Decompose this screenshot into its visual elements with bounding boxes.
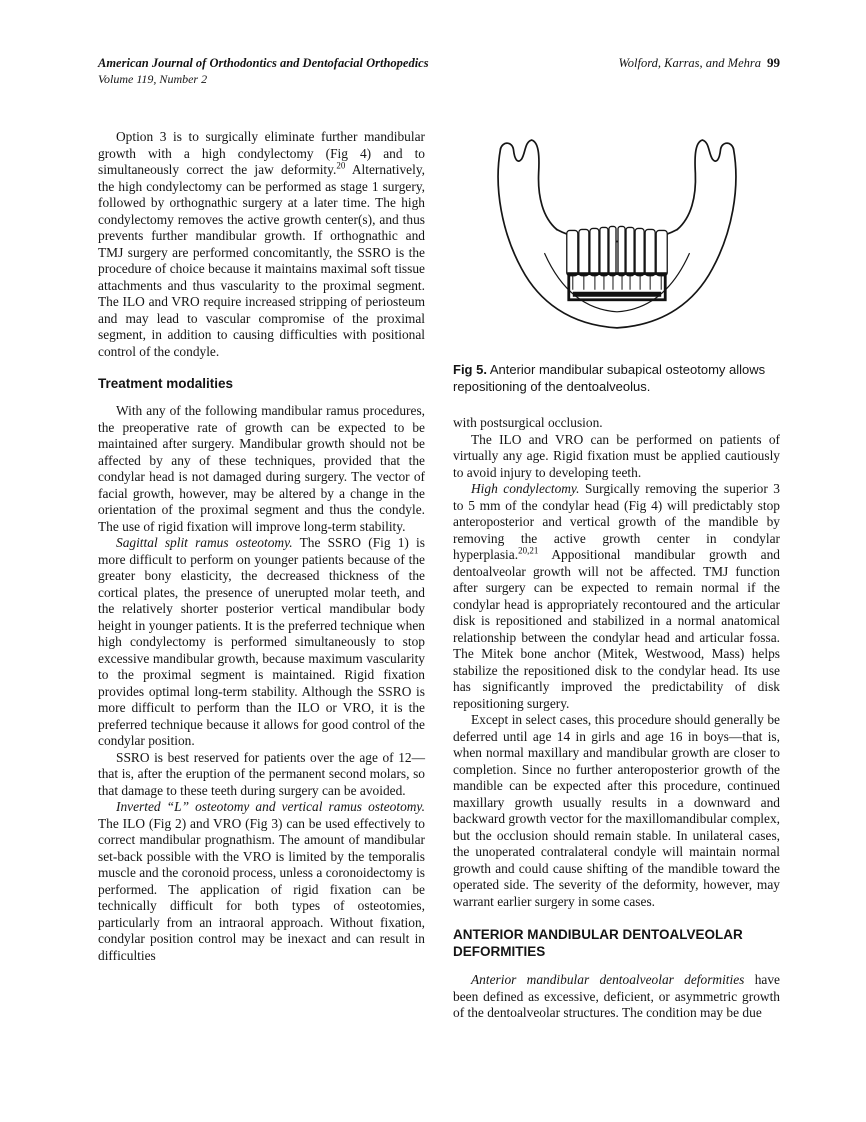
reference-superscript: 20 xyxy=(336,160,346,171)
figure-caption-text: Anterior mandibular subapical osteotomy allows repositioning of the dentoalveolus. xyxy=(453,362,766,394)
paragraph-high-condylectomy xyxy=(453,481,780,712)
volume-line: Volume 119, Number 2 xyxy=(98,72,208,86)
running-header-right xyxy=(619,55,781,71)
paragraph-dentoalveolar-deformities xyxy=(453,972,780,1022)
paragraph-text: SSRO is best reserved for patients over the age of 12—that is, after the eruption of the permanent second molars, so that damage to these teeth during surgery can be avoided. xyxy=(98,749,425,798)
paragraph-text: With any of the following mandibular ramus procedures, the preoperative rate of growth can be expected to be maintained after surgery. Mandibular growth should not be affected by any of these techniques, provided that the condylar head is not damaged during surgery. The vector of facial growth, however, may be altered by a change in the orientation of the proximal segment and thus the condyle. The use of rigid fixation will improve long-term stability. xyxy=(98,403,425,534)
paragraph-ssro-age xyxy=(98,750,425,800)
reference-superscript: 20,21 xyxy=(518,545,539,556)
journal-title: American Journal of Orthodontics and Dentofacial Orthopedics xyxy=(98,56,429,70)
paragraph-ilo-vro-age xyxy=(453,432,780,482)
page-content xyxy=(98,55,780,1022)
paragraph-text: The ILO (Fig 2) and VRO (Fig 3) can be used effectively to correct mandibular prognathism. The amount of mandibular set-back possible with the VRO is limited by the temporalis muscle and the coronoid process, unless a coronoidectomy is performed. The application of rigid fixation can be technically difficult for both types of osteotomies, particularly from an intraoral approach. Without fixation, condylar position control may be inexact and can result in difficulties xyxy=(98,815,425,963)
paragraph-text: The SSRO (Fig 1) is more difficult to perform on younger patients because of the greater bony elasticity, the decreased thickness of the cortical plates, the presence of unerupted molar teeth, and the relatively shorter posterior vertical mandibular body height in younger patients. It is the preferred technique when high condylectomy is performed simultaneously to stop excessive mandibular growth, because maximum vascularity to the proximal segment is maintained. Rigid fixation provides optimal long-term stability. Although the SSRO is more difficult to perform than the ILO or VRO, it is the preferred technique because it allows for good control of the condylar position. xyxy=(98,535,425,748)
paragraph-ilo-vro xyxy=(98,799,425,964)
paragraph-lead-italic: Anterior mandibular dentoalveolar deformities xyxy=(471,972,745,987)
authors-line: Wolford, Karras, and Mehra xyxy=(618,56,761,70)
paragraph-lead-italic: High condylectomy. xyxy=(471,481,580,496)
paragraph-text: Surgically removing the superior 3 to 5 mm of the condylar head (Fig 4) will predictably stop anteroposterior and vertical growth of the mandible by removing the active growth center in condylar hyperplasia. xyxy=(453,481,780,562)
section-heading-treatment-modalities: Treatment modalities xyxy=(98,376,234,391)
paragraph-deferred-age xyxy=(453,712,780,910)
figure-label: Fig 5. xyxy=(453,362,487,377)
left-column xyxy=(98,129,425,1022)
right-column xyxy=(453,129,780,1022)
mandible-drawing xyxy=(466,133,768,349)
paragraph-text: The ILO and VRO can be performed on patients of virtually any age. Rigid fixation must be applied cautiously to avoid injury to developing teeth. xyxy=(453,431,780,480)
paragraph-text: Alternatively, the high condylectomy can be performed as stage 1 surgery, followed by orthognathic surgery at a later time. The high condylectomy removes the active growth center(s), and thus prevents further mandibular growth. If orthognathic and TMJ surgery are performed concomitantly, the SSRO is the procedure of choice because it maintains maximal soft tissue attachments and thus vascularity to the proximal segment. The ILO and VRO require increased stripping of periosteum and may lead to vascular compromise of the proximal segment, in addition to causing difficulties with positional control of the condyle. xyxy=(98,162,425,359)
running-header xyxy=(98,55,780,87)
two-column-body xyxy=(98,129,780,1022)
figure-5 xyxy=(453,133,780,349)
paragraph-option3 xyxy=(98,129,425,360)
page-number: 99 xyxy=(767,55,780,70)
paragraph-text: Except in select cases, this procedure should generally be deferred until age 14 in girls and age 16 in boys—that is, when normal maxillary and mandibular growth are closer to completion. Since no further anteroposterior growth of the mandible can be expected after this procedure, continued maxillary growth usually results in a downward and backward growth vector for the maxillomandibular complex, but the occlusion should remain stable. In unilateral cases, the unoperated contralateral condyle will maintain normal growth and could cause shifting of the mandible toward the operated side. The severity of the deformity, however, may warrant earlier surgery in some cases. xyxy=(453,712,780,909)
paragraph-ramus-procedures xyxy=(98,403,425,535)
section-heading-anterior-mandibular-deformities: ANTERIOR MANDIBULAR DENTOALVEOLAR DEFORMITIES xyxy=(453,927,743,959)
paragraph-ssro xyxy=(98,535,425,750)
running-header-left xyxy=(98,55,429,87)
paragraph-lead-italic: Sagittal split ramus osteotomy. xyxy=(116,535,293,550)
figure-5-caption xyxy=(453,361,780,395)
paragraph-continuation xyxy=(453,415,780,432)
paragraph-text: have been defined as excessive, deficient, or asymmetric growth of the dentoalveolar structures. The condition may be due xyxy=(453,972,780,1020)
paragraph-lead-italic: Inverted “L” osteotomy and vertical ramus osteotomy. xyxy=(116,799,425,814)
paragraph-text: Option 3 is to surgically eliminate further mandibular growth with a high condylectomy (Fig 4) and to simultaneously correct the jaw deformity. xyxy=(98,129,425,177)
paragraph-text: Appositional mandibular growth and dentoalveolar growth will not be affected. TMJ function after surgery can be expected to remain normal if the condylar head is appropriately recontoured and the articular disk is repositioned and stabilized in a normal anatomical relationship between the condylar head and articular fossa. The Mitek bone anchor (Mitek, Westwood, Mass) helps stabilize the repositioned disk to the condylar head. Its use has significantly improved the predictability of disk repositioning surgery. xyxy=(453,547,780,711)
paragraph-text: with postsurgical occlusion. xyxy=(453,415,603,430)
